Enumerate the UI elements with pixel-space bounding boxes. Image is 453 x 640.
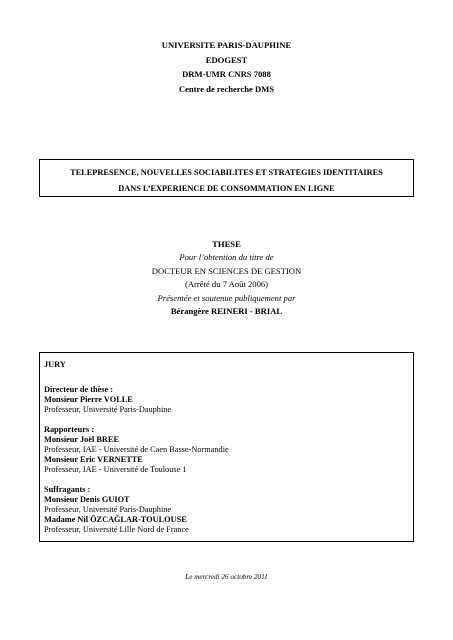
jury-member-role: Professeur, Université Paris-Dauphine (44, 504, 172, 514)
jury-group-suffragants (44, 485, 413, 534)
institution-university: UNIVERSITE PARIS-DAUPHINE (161, 40, 292, 50)
jury-member-role: Professeur, Université Lille Nord de France (44, 524, 189, 534)
institution-research-center: Centre de recherche DMS (178, 83, 275, 94)
institution-lab: DRM-UMR CNRS 7088 (182, 69, 271, 79)
jury-member-name: Madame Nil ÖZCAĞLAR-TOULOUSE (44, 514, 187, 524)
these-purpose: Pour l’obtention du titre de (179, 252, 274, 262)
jury-member-name: Monsieur Eric VERNETTE (44, 454, 143, 464)
institution-doctoral-school: EDOGEST (205, 54, 248, 65)
these-author: Bérangère REINERI - BRIAL (170, 306, 283, 317)
jury-member-role: Professeur, IAE - Université de Caen Basse-Normandie (44, 444, 229, 454)
jury-group-directeur (44, 385, 413, 414)
jury-member-name: Monsieur Denis GUIOT (44, 495, 130, 505)
these-degree: DOCTEUR EN SCIENCES DE GESTION (151, 265, 302, 276)
jury-group-label: Suffragants : (44, 485, 91, 495)
jury-group-rapporteurs (44, 425, 413, 474)
jury-title: JURY (44, 360, 66, 369)
thesis-title-box (39, 159, 414, 197)
thesis-title-line-1: TELEPRESENCE, NOUVELLES SOCIABILITES ET STRATEGIES IDENTITAIRES (70, 168, 383, 177)
institution-header (0, 38, 453, 96)
these-presented: Présentée et soutenue publiquement par (157, 292, 296, 303)
jury-group-label: Directeur de thèse : (44, 385, 114, 394)
jury-group-label: Rapporteurs : (44, 425, 95, 435)
jury-member-name: Monsieur Pierre VOLLE (44, 394, 133, 404)
jury-member-name: Monsieur Joël BREE (44, 435, 119, 445)
jury-member-role: Professeur, Université Paris-Dauphine (44, 404, 172, 414)
defense-date: Le mercredi 26 octobre 2011 (185, 573, 268, 581)
thesis-title-line-2: DANS L’EXPERIENCE DE CONSOMMATION EN LIGNE (118, 184, 335, 193)
these-decree: (Arrêté du 7 Août 2006) (184, 279, 269, 290)
jury-box (39, 352, 414, 542)
these-block (0, 238, 453, 319)
these-heading: THESE (212, 239, 241, 249)
jury-member-role: Professeur, IAE - Université de Toulouse 1 (44, 464, 187, 474)
